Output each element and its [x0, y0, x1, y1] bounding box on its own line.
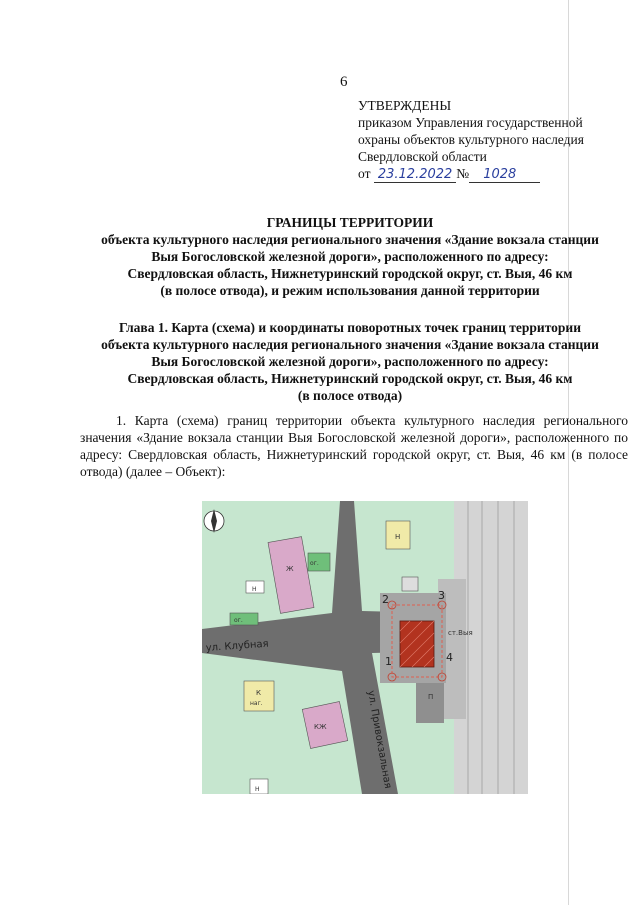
label-n-2: Н	[395, 533, 401, 541]
chapter-line: Свердловская область, Нижнетуринский городской округ, ст. Выя, 46 км	[127, 371, 573, 386]
site-map-svg	[202, 501, 528, 794]
label-p: П	[428, 693, 434, 701]
number-prefix: №	[456, 166, 470, 181]
annex-building	[416, 683, 444, 723]
label-nag: наг.	[250, 700, 263, 707]
point-1: 1	[385, 655, 392, 668]
approval-heading: УТВЕРЖДЕНЫ	[358, 98, 452, 113]
approval-line: Свердловской области	[358, 149, 487, 164]
point-4: 4	[446, 651, 453, 664]
site-map	[202, 501, 528, 794]
label-n-3: Н	[255, 786, 260, 793]
title-line: объекта культурного наследия регионального значения «Здание вокзала станции	[101, 232, 599, 247]
date-prefix: от	[358, 166, 371, 181]
title-line: Выя Богословской железной дороги», расположенного по адресу:	[151, 249, 549, 264]
chapter-line: объекта культурного наследия регионального значения «Здание вокзала станции	[101, 337, 599, 352]
label-zh: Ж	[286, 565, 294, 573]
label-k: К	[256, 689, 261, 697]
approval-date-line	[358, 165, 584, 183]
label-og-1: ог.	[310, 560, 319, 567]
approval-number: 1028	[469, 167, 540, 183]
paragraph-1: 1. Карта (схема) границ территории объекта культурного наследия регионального значения «Здание вокзала станции Выя Богословской железной дороги», расположенного по адресу: Свердловская область, Нижнетуринский городской округ, ст. Выя, 46 км (в полосе отвода) (далее – Объект):	[80, 413, 628, 479]
heritage-object	[400, 621, 434, 667]
building-small	[402, 577, 418, 591]
title-line: Свердловская область, Нижнетуринский городской округ, ст. Выя, 46 км	[127, 266, 573, 281]
point-3: 3	[438, 589, 445, 602]
label-kzh: КЖ	[314, 723, 327, 731]
street-privokzalnaya: ул. Привокзальная	[365, 689, 394, 790]
approval-line: приказом Управления государственной	[358, 115, 583, 130]
chapter-line: Глава 1. Карта (схема) и координаты поворотных точек границ территории	[119, 320, 581, 335]
page-number: 6	[340, 74, 348, 90]
station-label: ст.Выя	[448, 629, 473, 637]
label-og-2: ог.	[234, 617, 243, 624]
approval-block	[358, 97, 584, 183]
document-title	[72, 214, 628, 299]
approval-line: охраны объектов культурного наследия	[358, 132, 584, 147]
street-klubnaya: ул. Клубная	[205, 638, 269, 654]
title-heading: ГРАНИЦЫ ТЕРРИТОРИИ	[266, 215, 434, 230]
label-n-1: Н	[252, 586, 257, 593]
approval-date: 23.12.2022	[374, 167, 456, 183]
chapter-line: Выя Богословской железной дороги», расположенного по адресу:	[151, 354, 549, 369]
title-line: (в полосе отвода), и режим использования данной территории	[160, 283, 540, 298]
chapter-heading	[72, 319, 628, 404]
chapter-line: (в полосе отвода)	[297, 388, 403, 403]
point-2: 2	[382, 593, 389, 606]
